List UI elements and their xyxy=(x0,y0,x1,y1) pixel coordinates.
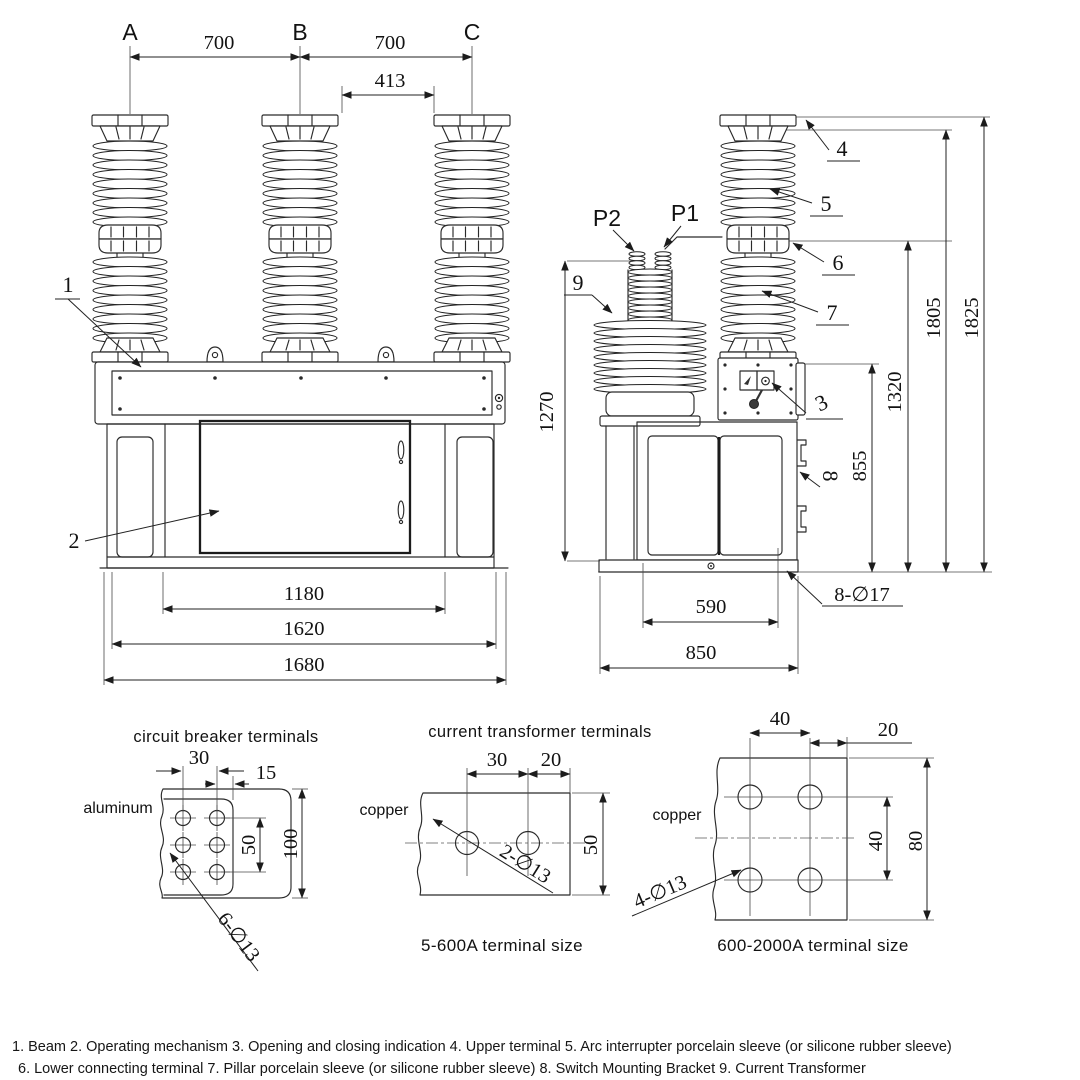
dim-1620: 1620 xyxy=(283,618,325,640)
holes-4-d13: 4-∅13 xyxy=(630,871,691,914)
indicator-box xyxy=(718,358,805,420)
dim-700-ab: 700 xyxy=(203,32,235,54)
ct-terminal-p1-bushing xyxy=(655,252,671,270)
phase-label-a: A xyxy=(122,19,138,45)
dim-15: 15 xyxy=(255,762,277,784)
part-number-3: 3 xyxy=(811,388,832,417)
dim-855: 855 xyxy=(849,450,871,482)
part-number-9: 9 xyxy=(572,270,584,295)
insulator-pole-a xyxy=(92,115,168,362)
dim-1180: 1180 xyxy=(283,583,325,605)
detail-ct-title: current transformer terminals xyxy=(428,723,652,741)
part-number-1: 1 xyxy=(62,272,74,297)
material-aluminum: aluminum xyxy=(83,800,153,817)
label-p1: P1 xyxy=(670,200,700,226)
holes-6-d13: 6-∅13 xyxy=(212,908,264,966)
ct-plinth xyxy=(600,416,700,426)
phase-label-b: B xyxy=(292,19,308,45)
dim-30: 30 xyxy=(486,749,508,771)
holes-2-d13: 2-∅13 xyxy=(495,840,555,889)
dim-1270: 1270 xyxy=(536,391,558,433)
dim-1680: 1680 xyxy=(283,654,325,676)
dim-40: 40 xyxy=(769,708,791,730)
dim-413: 413 xyxy=(374,70,406,92)
base-plate xyxy=(599,560,798,572)
ct-base-box xyxy=(606,392,694,416)
caption-5-600a: 5-600A terminal size xyxy=(420,936,584,955)
dim-590: 590 xyxy=(695,596,727,618)
part-number-4: 4 xyxy=(836,136,848,161)
dim-100: 100 xyxy=(280,828,302,860)
dim-1805: 1805 xyxy=(923,297,945,339)
part-number-2: 2 xyxy=(68,528,80,553)
material-copper: copper xyxy=(652,807,702,824)
legend-line-1: 1. Beam 2. Operating mechanism 3. Opening and closing indication 4. Upper terminal 5. Arc interrupter porcelain sleeve (or silicone rubber sleeve) xyxy=(12,1039,952,1055)
insulator-pole-c xyxy=(434,115,510,362)
dim-30: 30 xyxy=(188,747,210,769)
part-number-6: 6 xyxy=(832,250,844,275)
dim-1320: 1320 xyxy=(884,371,906,413)
insulator-pole-b xyxy=(262,115,338,362)
lever-knob xyxy=(750,400,759,409)
part-number-5: 5 xyxy=(820,191,832,216)
dim-40-row: 40 xyxy=(865,830,887,852)
dim-20: 20 xyxy=(877,719,899,741)
detail-breaker-title: circuit breaker terminals xyxy=(133,728,319,746)
material-copper: copper xyxy=(359,802,409,819)
dim-50: 50 xyxy=(580,834,602,856)
part-number-7: 7 xyxy=(826,300,838,325)
holes-8-d17: 8-∅17 xyxy=(834,584,890,606)
legend-line-2: 6. Lower connecting terminal 7. Pillar porcelain sleeve (or silicone rubber sleeve) 8. Switch Mounting Bracket 9. Current Transformer xyxy=(18,1061,866,1077)
label-p2: P2 xyxy=(592,205,622,231)
dim-20: 20 xyxy=(540,749,562,771)
phase-label-c: C xyxy=(463,19,481,45)
caption-600-2000a: 600-2000A terminal size xyxy=(717,936,909,955)
side-insulator-pole xyxy=(720,115,796,362)
part-number-8: 8 xyxy=(818,470,843,482)
dim-700-bc: 700 xyxy=(374,32,406,54)
dim-850: 850 xyxy=(685,642,717,664)
dim-80: 80 xyxy=(905,830,927,852)
dim-1825: 1825 xyxy=(961,297,983,339)
dim-50: 50 xyxy=(238,834,260,856)
